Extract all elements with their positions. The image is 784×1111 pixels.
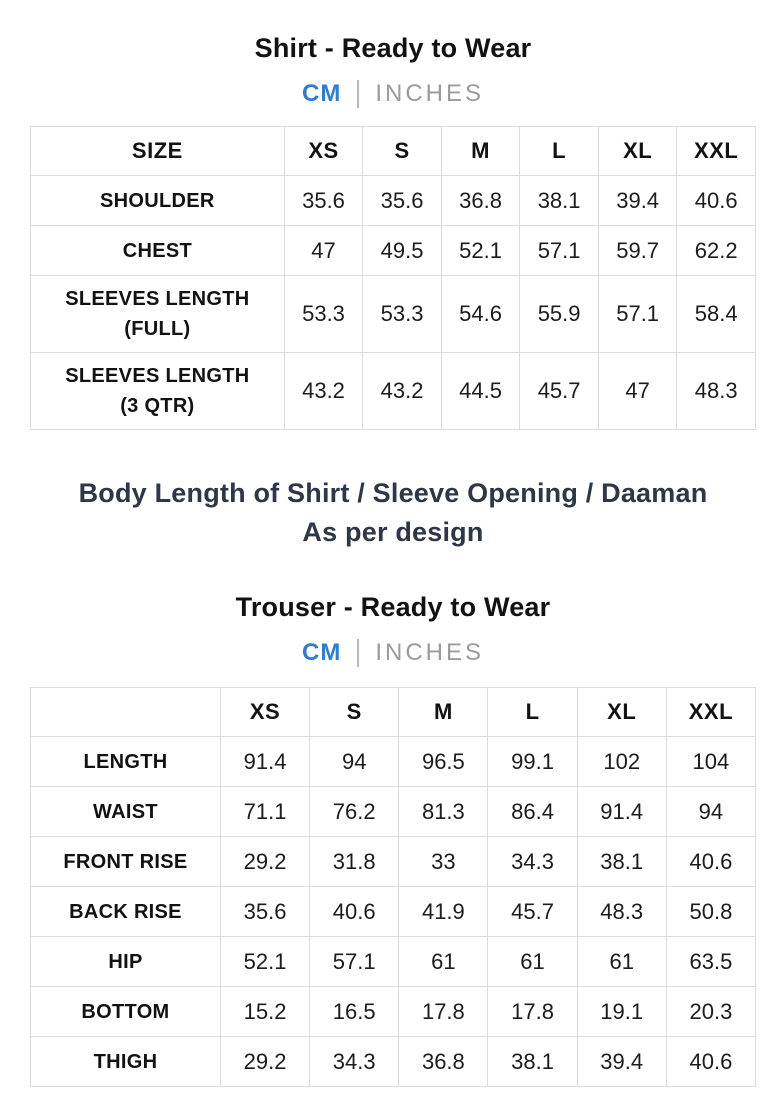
table-row xyxy=(31,353,756,430)
measurement-cell: 55.9 xyxy=(520,276,599,353)
shirt-section-title: Shirt - Ready to Wear xyxy=(254,33,532,63)
measurement-cell: 36.8 xyxy=(399,1037,488,1087)
column-header-xxl: XXL xyxy=(677,127,756,176)
column-header-l: L xyxy=(488,688,577,737)
row-label: SLEEVES LENGTH (3 QTR) xyxy=(31,353,285,430)
measurement-cell: 53.3 xyxy=(284,276,363,353)
table-row xyxy=(31,937,756,987)
toggle-separator xyxy=(357,80,359,108)
measurement-cell: 53.3 xyxy=(363,276,442,353)
measurement-cell: 48.3 xyxy=(577,887,666,937)
measurement-cell: 34.3 xyxy=(310,1037,399,1087)
column-header-s: S xyxy=(363,127,442,176)
measurement-cell: 35.6 xyxy=(284,176,363,226)
measurement-cell: 38.1 xyxy=(488,1037,577,1087)
table-row xyxy=(31,1037,756,1087)
measurement-cell: 104 xyxy=(666,737,755,787)
toggle-separator xyxy=(357,639,359,667)
measurement-cell: 29.2 xyxy=(220,837,309,887)
inches-toggle-button[interactable]: INCHES xyxy=(375,639,484,667)
measurement-cell: 47 xyxy=(598,353,677,430)
measurement-cell: 45.7 xyxy=(520,353,599,430)
measurement-cell: 91.4 xyxy=(220,737,309,787)
measurement-cell: 96.5 xyxy=(399,737,488,787)
cm-toggle-button[interactable]: CM xyxy=(301,80,342,107)
measurement-cell: 39.4 xyxy=(577,1037,666,1087)
row-label: FRONT RISE xyxy=(31,837,221,887)
row-label: BACK RISE xyxy=(31,887,221,937)
measurement-cell: 94 xyxy=(666,787,755,837)
note-line-1: Body Length of Shirt / Sleeve Opening / Daaman xyxy=(78,478,708,508)
trouser-table-header-row xyxy=(31,688,756,737)
table-row xyxy=(31,226,756,276)
measurement-cell: 49.5 xyxy=(363,226,442,276)
column-header-xl: XL xyxy=(598,127,677,176)
measurement-cell: 40.6 xyxy=(677,176,756,226)
measurement-cell: 61 xyxy=(488,937,577,987)
shirt-unit-toggle xyxy=(30,80,756,108)
measurement-cell: 36.8 xyxy=(441,176,520,226)
measurement-cell: 41.9 xyxy=(399,887,488,937)
row-label: BOTTOM xyxy=(31,987,221,1037)
inches-toggle-button[interactable]: INCHES xyxy=(375,80,484,107)
measurement-cell: 71.1 xyxy=(220,787,309,837)
measurement-cell: 54.6 xyxy=(441,276,520,353)
measurement-cell: 76.2 xyxy=(310,787,399,837)
measurement-cell: 38.1 xyxy=(577,837,666,887)
table-row xyxy=(31,176,756,226)
measurement-cell: 99.1 xyxy=(488,737,577,787)
measurement-cell: 61 xyxy=(577,937,666,987)
measurement-cell: 52.1 xyxy=(220,937,309,987)
column-header-xs: XS xyxy=(284,127,363,176)
column-header-m: M xyxy=(441,127,520,176)
row-label: LENGTH xyxy=(31,737,221,787)
column-header-xxl: XXL xyxy=(666,688,755,737)
measurement-cell: 94 xyxy=(310,737,399,787)
measurement-cell: 48.3 xyxy=(677,353,756,430)
measurement-cell: 86.4 xyxy=(488,787,577,837)
measurement-cell: 39.4 xyxy=(598,176,677,226)
cm-toggle-button[interactable]: CM xyxy=(301,639,342,667)
measurement-cell: 57.1 xyxy=(310,937,399,987)
column-header-xl: XL xyxy=(577,688,666,737)
note-line-2: As per design xyxy=(302,517,484,548)
measurement-cell: 33 xyxy=(399,837,488,887)
measurement-cell: 15.2 xyxy=(220,987,309,1037)
measurement-cell: 45.7 xyxy=(488,887,577,937)
measurement-cell: 17.8 xyxy=(399,987,488,1037)
table-row xyxy=(31,987,756,1037)
column-header-l: L xyxy=(520,127,599,176)
measurement-cell: 63.5 xyxy=(666,937,755,987)
measurement-cell: 59.7 xyxy=(598,226,677,276)
measurement-cell: 61 xyxy=(399,937,488,987)
measurement-cell: 35.6 xyxy=(363,176,442,226)
trouser-measurements-table xyxy=(30,687,756,1087)
measurement-cell: 40.6 xyxy=(666,837,755,887)
column-header-blank xyxy=(31,688,221,737)
column-header-s: S xyxy=(310,688,399,737)
table-row xyxy=(31,787,756,837)
trouser-section-title: Trouser - Ready to Wear xyxy=(235,592,551,623)
table-row xyxy=(31,276,756,353)
shirt-measurements-table xyxy=(30,126,756,430)
measurement-cell: 47 xyxy=(284,226,363,276)
column-header-m: M xyxy=(399,688,488,737)
row-label: SLEEVES LENGTH (FULL) xyxy=(31,276,285,353)
row-label: WAIST xyxy=(31,787,221,837)
measurement-cell: 57.1 xyxy=(598,276,677,353)
trouser-unit-toggle xyxy=(30,639,756,667)
measurement-cell: 52.1 xyxy=(441,226,520,276)
table-row xyxy=(31,887,756,937)
measurement-cell: 43.2 xyxy=(284,353,363,430)
table-row xyxy=(31,837,756,887)
row-label: HIP xyxy=(31,937,221,987)
measurement-cell: 81.3 xyxy=(399,787,488,837)
measurement-cell: 16.5 xyxy=(310,987,399,1037)
measurement-cell: 50.8 xyxy=(666,887,755,937)
measurement-cell: 62.2 xyxy=(677,226,756,276)
row-label: SHOULDER xyxy=(31,176,285,226)
shirt-table-header-row xyxy=(31,127,756,176)
measurement-cell: 57.1 xyxy=(520,226,599,276)
measurement-cell: 43.2 xyxy=(363,353,442,430)
measurement-cell: 102 xyxy=(577,737,666,787)
column-header-size: SIZE xyxy=(31,127,285,176)
row-label: THIGH xyxy=(31,1037,221,1087)
measurement-cell: 35.6 xyxy=(220,887,309,937)
measurement-cell: 91.4 xyxy=(577,787,666,837)
measurement-cell: 44.5 xyxy=(441,353,520,430)
measurement-cell: 20.3 xyxy=(666,987,755,1037)
measurement-cell: 40.6 xyxy=(310,887,399,937)
measurement-cell: 34.3 xyxy=(488,837,577,887)
measurement-cell: 19.1 xyxy=(577,987,666,1037)
measurement-cell: 31.8 xyxy=(310,837,399,887)
body-length-note xyxy=(30,474,756,552)
measurement-cell: 38.1 xyxy=(520,176,599,226)
row-label: CHEST xyxy=(31,226,285,276)
column-header-xs: XS xyxy=(220,688,309,737)
measurement-cell: 40.6 xyxy=(666,1037,755,1087)
table-row xyxy=(31,737,756,787)
measurement-cell: 58.4 xyxy=(677,276,756,353)
measurement-cell: 17.8 xyxy=(488,987,577,1037)
measurement-cell: 29.2 xyxy=(220,1037,309,1087)
